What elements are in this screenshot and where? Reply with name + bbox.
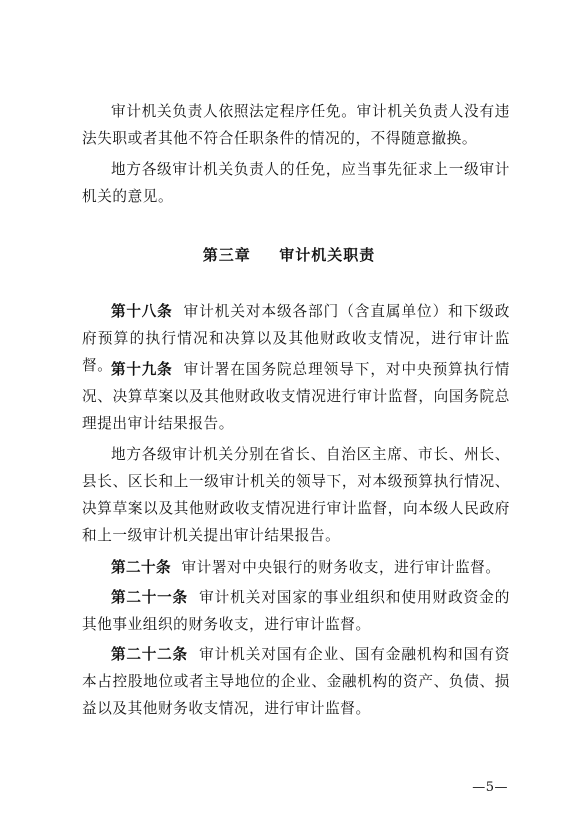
- article-label: 第十八条: [111, 303, 173, 320]
- article-text: 审计署在国务院总理领导下，对中央预算执行情况、决算草案以及其他财政收支情况进行审计监督，向国务院总理提出审计结果报告。: [82, 361, 510, 432]
- article-label: 第二十条: [111, 559, 171, 576]
- article-20: [82, 554, 510, 581]
- page-number: —5—: [472, 780, 508, 795]
- paragraph-local-appointment: [82, 156, 510, 210]
- article-label: 第十九条: [111, 361, 173, 378]
- chapter-heading: [0, 244, 578, 265]
- paragraph-text: 地方各级审计机关负责人的任免，应当事先征求上一级审计机关的意见。: [82, 161, 510, 205]
- paragraph-appointment: [82, 98, 510, 152]
- article-text: 审计机关对本级各部门（含直属单位）和下级政府预算的执行情况和决算以及其他财政收支情况，进行审计监督。: [82, 303, 510, 374]
- article-text: 审计机关对国有企业、国有金融机构和国有资本占控股地位或者主导地位的企业、金融机构的资产、负债、损益以及其他财务收支情况，进行审计监督。: [82, 646, 510, 717]
- article-text: 审计署对中央银行的财务收支，进行审计监督。: [181, 559, 501, 576]
- chapter-title: 审计机关职责: [279, 246, 376, 264]
- article-19-paragraph-2: [82, 441, 510, 549]
- article-text: 地方各级审计机关分别在省长、自治区主席、市长、州长、县长、区长和上一级审计机关的领导下，对本级预算执行情况、决算草案以及其他财政收支情况进行审计监督，向本级人民政府和上一级审计机关提出审计结果报告。: [82, 446, 510, 544]
- article-label: 第二十二条: [111, 646, 188, 663]
- article-label: 第二十一条: [111, 589, 188, 606]
- chapter-number: 第三章: [202, 246, 251, 264]
- article-21: [82, 584, 510, 638]
- paragraph-text: 审计机关负责人依照法定程序任免。审计机关负责人没有违法失职或者其他不符合任职条件的情况的，不得随意撤换。: [82, 103, 510, 147]
- article-19: [82, 356, 510, 437]
- article-22: [82, 641, 510, 722]
- article-text: 审计机关对国家的事业组织和使用财政资金的其他事业组织的财务收支，进行审计监督。: [82, 589, 510, 633]
